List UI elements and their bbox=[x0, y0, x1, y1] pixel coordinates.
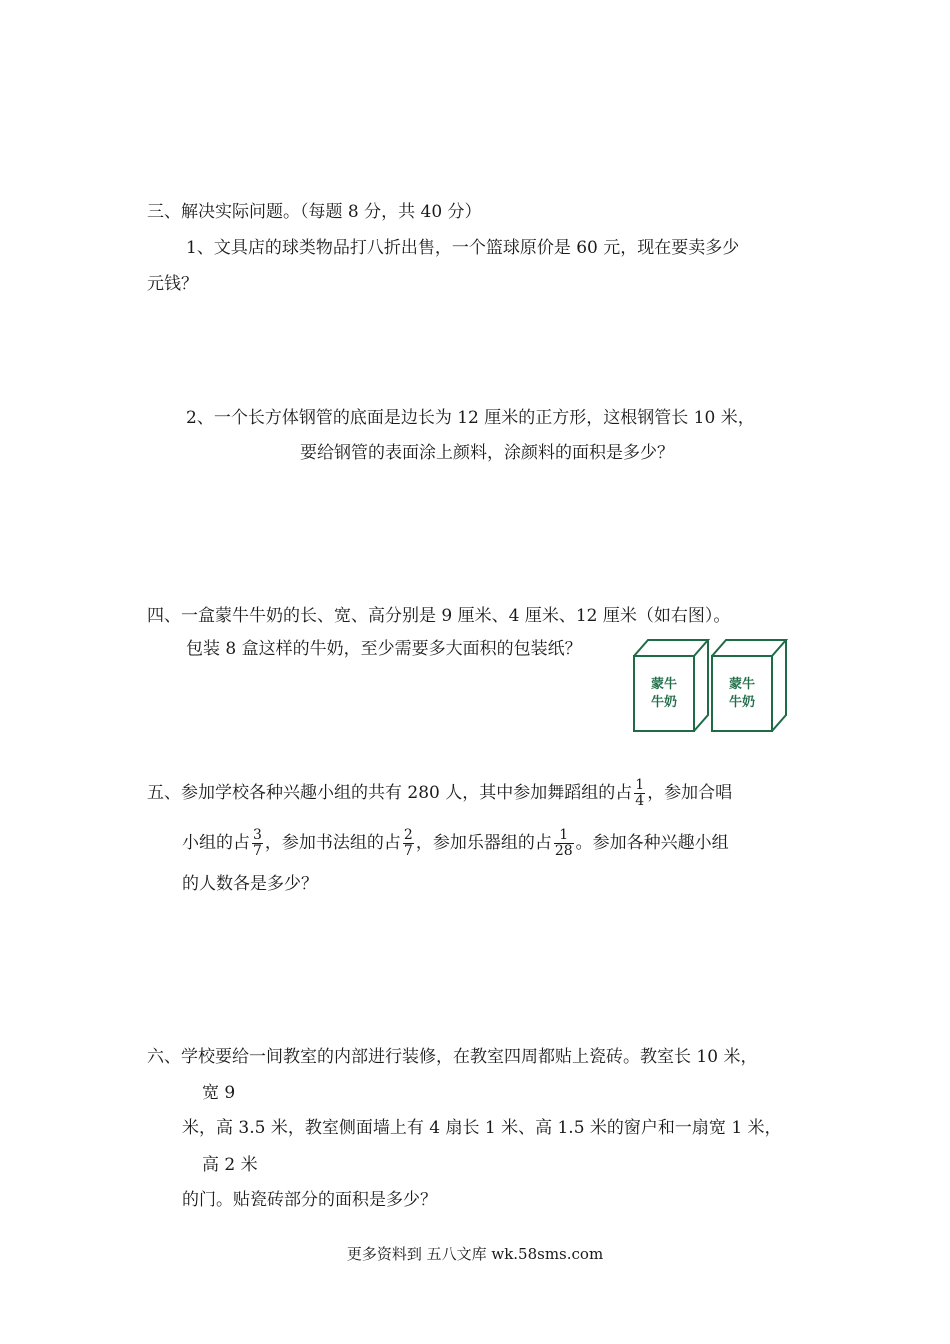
fraction-choir bbox=[252, 828, 263, 859]
box2-label-top: 蒙牛 bbox=[728, 677, 756, 692]
section5-line2-text-a: 小组的占 bbox=[182, 833, 250, 853]
box2-front bbox=[712, 656, 772, 731]
section6-line2: 宽 9 bbox=[202, 1083, 236, 1103]
fraction-numerator: 3 bbox=[253, 827, 262, 843]
section5-line2-text-d: 。参加各种兴趣小组 bbox=[575, 833, 729, 853]
footer-text: 更多资料到 五八文库 wk.58sms.com bbox=[346, 1245, 604, 1263]
section6-line1: 六、学校要给一间教室的内部进行装修，在教室四周都贴上瓷砖。教室长 10 米， bbox=[147, 1047, 758, 1067]
fraction-numerator: 1 bbox=[635, 777, 645, 793]
section5-line1 bbox=[147, 778, 732, 809]
milk-boxes-drawing bbox=[632, 636, 792, 736]
section6-line4: 高 2 米 bbox=[202, 1155, 258, 1175]
box2-label-bottom: 牛奶 bbox=[728, 695, 756, 710]
fraction-instrument bbox=[554, 828, 574, 859]
question2-line1: 2、一个长方体钢管的底面是边长为 12 厘米的正方形，这根钢管长 10 米， bbox=[186, 408, 755, 428]
section5-line1-text-b: ，参加合唱 bbox=[647, 783, 733, 803]
fraction-denominator: 7 bbox=[253, 843, 262, 859]
milk-boxes-figure bbox=[632, 636, 792, 741]
fraction-numerator: 1 bbox=[554, 828, 574, 844]
fraction-dance bbox=[634, 778, 645, 809]
question1-line1: 1、文具店的球类物品打八折出售，一个篮球原价是 60 元，现在要卖多少 bbox=[186, 238, 740, 258]
section5-line2-text-c: ，参加乐器组的占 bbox=[415, 833, 552, 853]
box1-label-top: 蒙牛 bbox=[650, 677, 678, 692]
section5-line2 bbox=[182, 828, 729, 859]
box1-label-bottom: 牛奶 bbox=[650, 695, 678, 710]
box1-front bbox=[634, 656, 694, 731]
section5-line3: 的人数各是多少？ bbox=[182, 874, 318, 894]
question2-line2: 要给钢管的表面涂上颜料，涂颜料的面积是多少？ bbox=[300, 443, 674, 463]
fraction-denominator: 4 bbox=[635, 793, 645, 809]
question1-line2: 元钱？ bbox=[147, 274, 198, 294]
box2-top bbox=[712, 640, 786, 656]
section5-line1-text-a: 五、参加学校各种兴趣小组的共有 280 人，其中参加舞蹈组的占 bbox=[147, 783, 633, 803]
section4-line2: 包装 8 盒这样的牛奶，至少需要多大面积的包装纸？ bbox=[186, 639, 582, 659]
fraction-denominator: 28 bbox=[554, 843, 573, 859]
section6-line3: 米，高 3.5 米，教室侧面墙上有 4 扇长 1 米、高 1.5 米的窗户和一扇宽 1 米， bbox=[182, 1118, 782, 1138]
fraction-denominator: 7 bbox=[403, 843, 413, 859]
section4-line1: 四、一盒蒙牛牛奶的长、宽、高分别是 9 厘米、4 厘米、12 厘米（如右图）。 bbox=[147, 606, 731, 626]
section6-line5: 的门。贴瓷砖部分的面积是多少？ bbox=[182, 1190, 437, 1210]
section3-heading: 三、解决实际问题。（每题 8 分，共 40 分） bbox=[147, 202, 482, 222]
box1-top bbox=[634, 640, 708, 656]
fraction-calligraphy bbox=[403, 828, 414, 859]
section5-line2-text-b: ，参加书法组的占 bbox=[264, 833, 401, 853]
fraction-numerator: 2 bbox=[403, 827, 413, 843]
